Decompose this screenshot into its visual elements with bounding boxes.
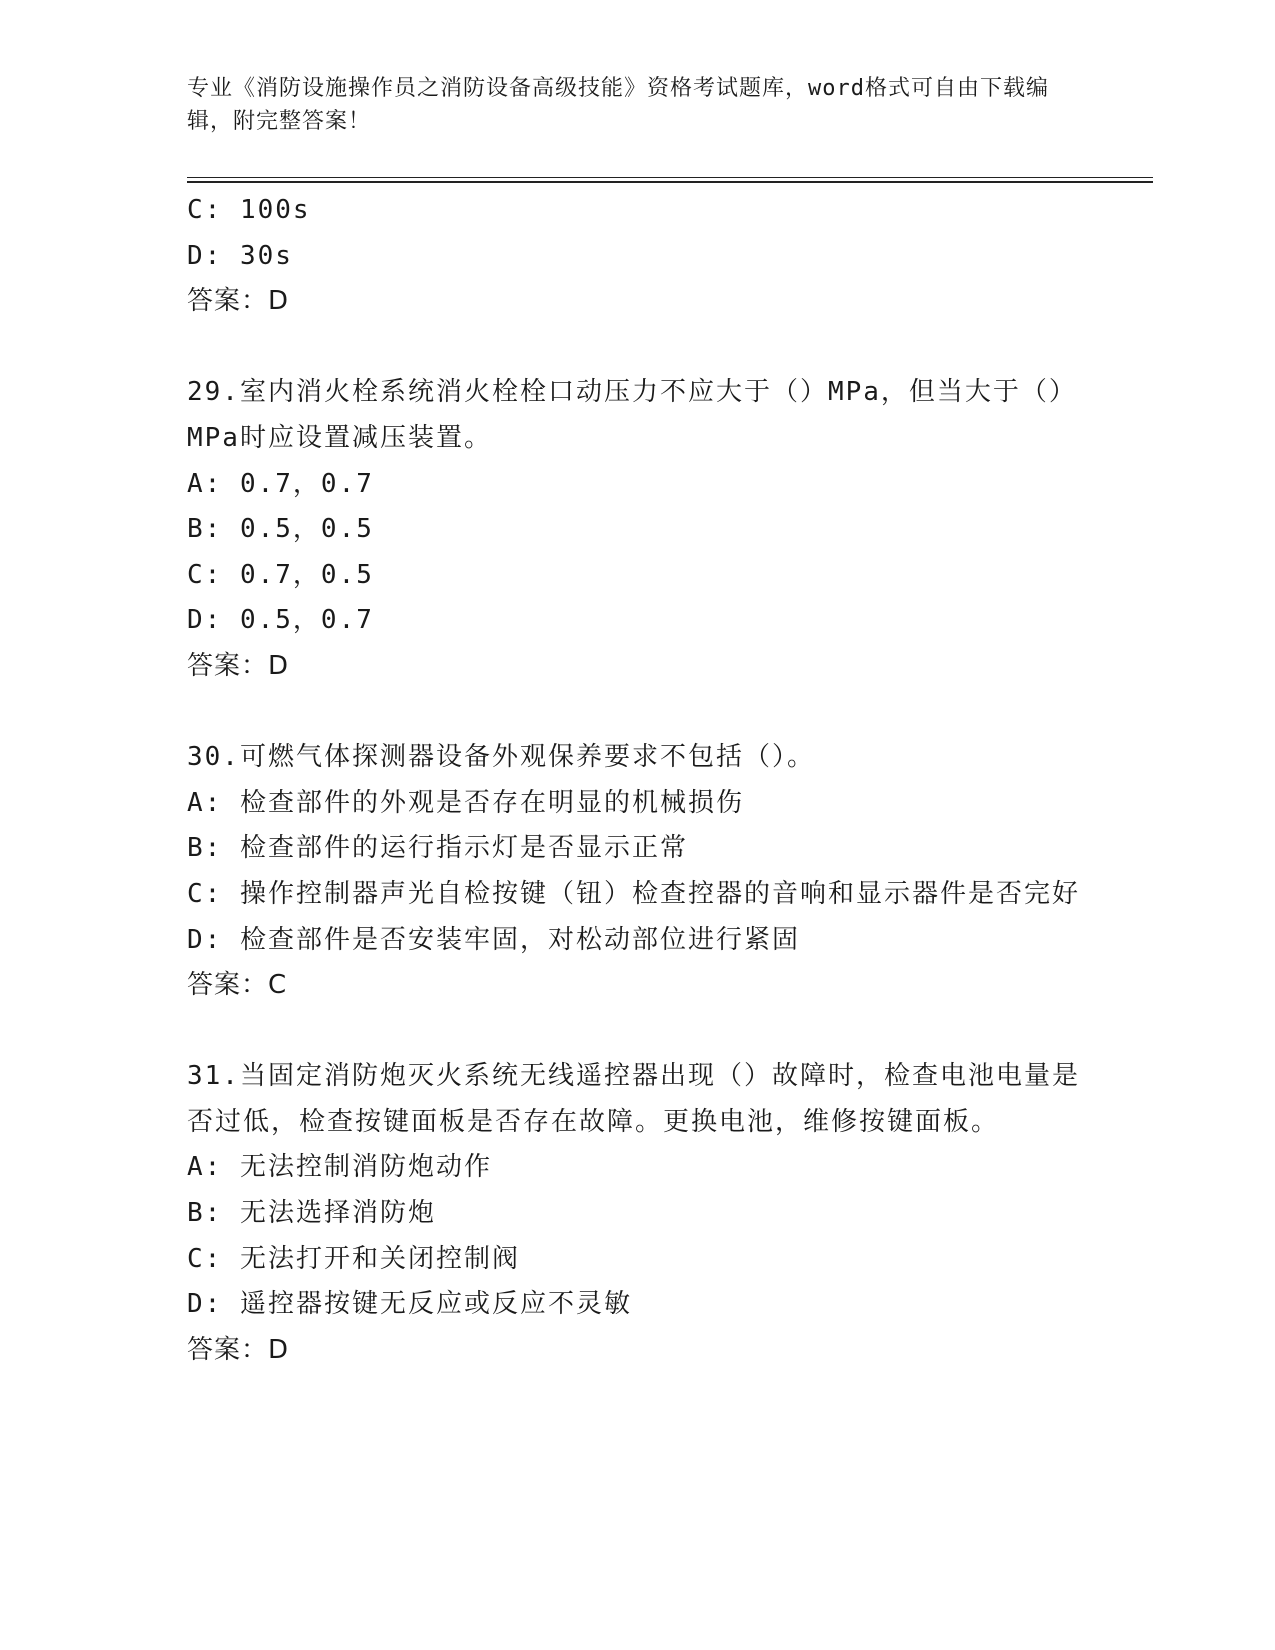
- option-d: D: 检查部件是否安装牢固，对松动部位进行紧固: [187, 924, 800, 955]
- question-partial: [187, 188, 1087, 325]
- question-29: [187, 370, 1087, 689]
- answer-line: 答案：D: [187, 286, 290, 317]
- question-gap: [187, 690, 1087, 736]
- answer-line: 答案：D: [187, 650, 290, 681]
- option-c: C: 操作控制器声光自检按键（钮）检查控器的音响和显示器件是否完好: [187, 878, 1080, 909]
- option-b: B: 无法选择消防炮: [187, 1198, 436, 1229]
- option-d: D: 遥控器按键无反应或反应不灵敏: [187, 1289, 632, 1320]
- option-d: D: 30s: [187, 240, 293, 271]
- option-b: B: 0.5，0.5: [187, 514, 374, 545]
- document-body: [187, 188, 1087, 1373]
- question-stem: 29.室内消火栓系统消火栓栓口动压力不应大于（）MPa，但当大于（）MPa时应设置减压装置。: [187, 377, 1077, 453]
- answer-line: 答案：D: [187, 1334, 290, 1365]
- header-divider-thick: [187, 181, 1153, 183]
- document-header: 专业《消防设施操作员之消防设备高级技能》资格考试题库，word格式可自由下载编辑，附完整答案！: [187, 76, 1049, 134]
- option-d: D: 0.5，0.7: [187, 605, 374, 636]
- option-a: A: 无法控制消防炮动作: [187, 1152, 492, 1183]
- option-b: B: 检查部件的运行指示灯是否显示正常: [187, 833, 688, 864]
- question-gap: [187, 1009, 1087, 1055]
- question-stem: 30.可燃气体探测器设备外观保养要求不包括（）。: [187, 742, 815, 773]
- answer-line: 答案：C: [187, 970, 288, 1001]
- header-divider-thin: [187, 177, 1153, 178]
- option-c: C: 100s: [187, 195, 311, 225]
- option-a: A: 0.7，0.7: [187, 468, 374, 499]
- option-a: A: 检查部件的外观是否存在明显的机械损伤: [187, 787, 744, 818]
- option-c: C: 无法打开和关闭控制阀: [187, 1243, 520, 1274]
- option-c: C: 0.7，0.5: [187, 559, 374, 590]
- question-gap: [187, 325, 1087, 371]
- question-31: [187, 1054, 1087, 1373]
- question-stem: 31.当固定消防炮灭火系统无线遥控器出现（）故障时，检查电池电量是否过低，检查按键面板是否存在故障。更换电池，维修按键面板。: [187, 1061, 1080, 1137]
- question-30: [187, 735, 1087, 1009]
